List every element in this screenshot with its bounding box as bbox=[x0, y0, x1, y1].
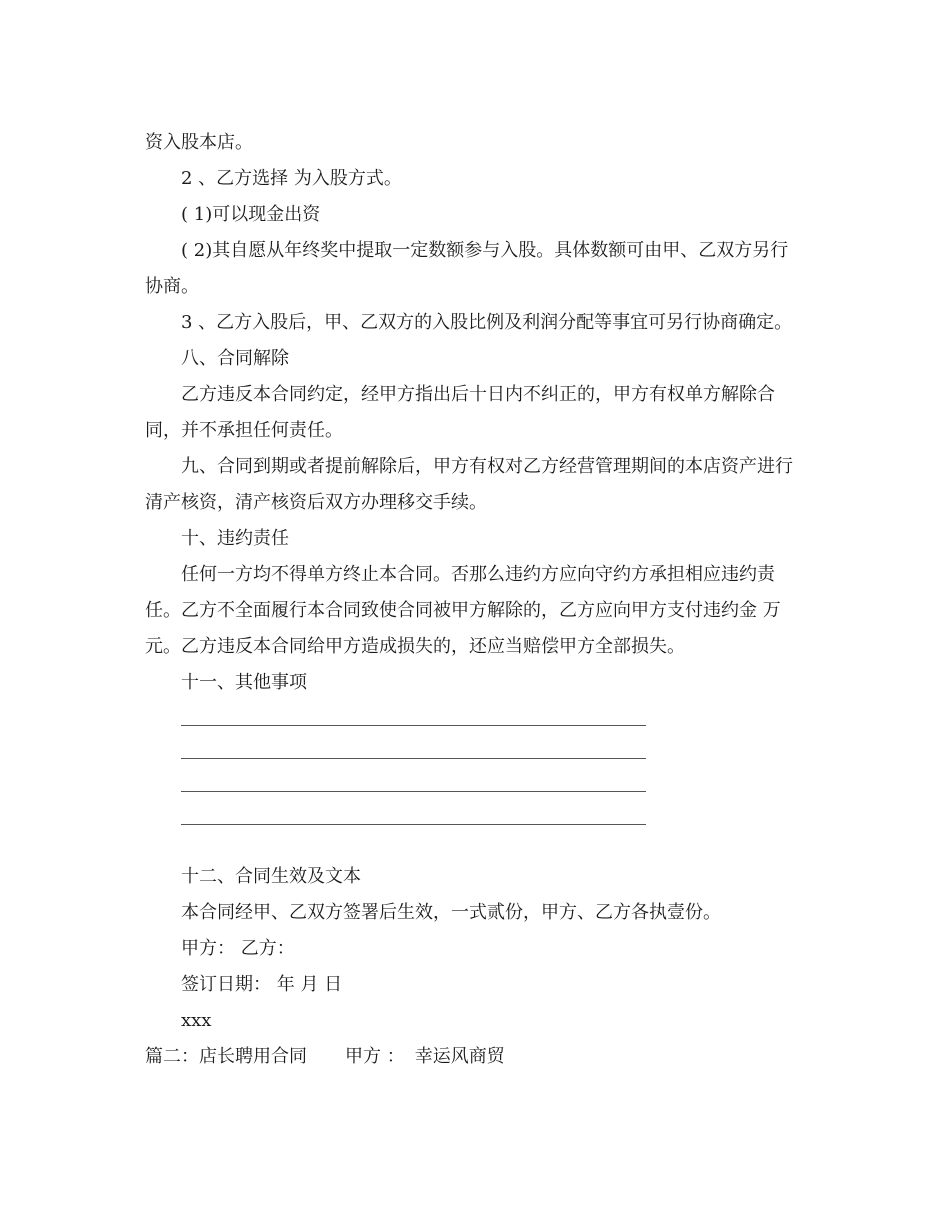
paragraph: 九、合同到期或者提前解除后，甲方有权对乙方经营管理期间的本店资产进行清产核资，清产核资后双方办理移交手续。 bbox=[145, 456, 793, 513]
party-a-label: 甲方 ： bbox=[345, 1046, 405, 1067]
paragraph: 2 、乙方选择 为入股方式。 bbox=[181, 168, 402, 189]
blank-fill-line bbox=[181, 791, 646, 792]
closing-line: xxx bbox=[181, 1010, 212, 1031]
closing-line: 甲方： 乙方： bbox=[181, 938, 295, 959]
paragraph: 八、合同解除 bbox=[181, 348, 289, 369]
paragraph: 十、违约责任 bbox=[181, 528, 289, 549]
next-contract-title: 篇二：店长聘用合同 bbox=[145, 1046, 307, 1067]
closing-section bbox=[145, 859, 805, 1039]
paragraph: ( 1)可以现金出资 bbox=[181, 204, 321, 225]
body-paragraphs bbox=[145, 125, 805, 701]
blank-lines bbox=[145, 701, 805, 859]
blank-fill-line bbox=[181, 725, 646, 726]
document-page bbox=[145, 125, 805, 1075]
paragraph: 任何一方均不得单方终止本合同。否那么违约方应向守约方承担相应违约责任。乙方不全面履行本合同致使合同被甲方解除的，乙方应向甲方支付违约金 万元。乙方违反本合同给甲方造成损失的，还应当赔偿甲方全部损失。 bbox=[145, 564, 781, 657]
next-contract-heading bbox=[145, 1039, 805, 1075]
blank-fill-line bbox=[181, 758, 646, 759]
paragraph: 资入股本店。 bbox=[145, 132, 253, 153]
paragraph: 3 、乙方入股后，甲、乙双方的入股比例及利润分配等事宜可另行协商确定。 bbox=[181, 312, 793, 333]
closing-line: 十二、合同生效及文本 bbox=[181, 866, 361, 887]
paragraph: 十一、其他事项 bbox=[181, 672, 307, 693]
blank-fill-line bbox=[181, 824, 646, 825]
paragraph: 乙方违反本合同约定，经甲方指出后十日内不纠正的，甲方有权单方解除合同，并不承担任何责任。 bbox=[145, 384, 775, 441]
party-a-name: 幸运风商贸 bbox=[414, 1046, 505, 1067]
paragraph: ( 2)其自愿从年终奖中提取一定数额参与入股。具体数额可由甲、乙双方另行协商。 bbox=[145, 240, 789, 297]
closing-line: 签订日期： 年 月 日 bbox=[181, 974, 343, 995]
closing-line: 本合同经甲、乙双方签署后生效，一式贰份，甲方、乙方各执壹份。 bbox=[181, 902, 721, 923]
